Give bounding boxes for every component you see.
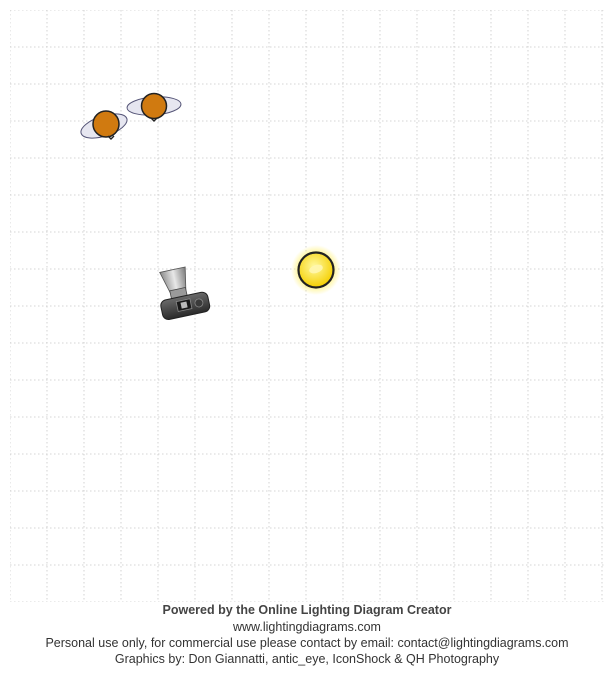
grid-lines (10, 10, 604, 602)
footer-title: Powered by the Online Lighting Diagram Creator (162, 603, 452, 617)
grid-canvas (10, 10, 604, 602)
sun-icon[interactable] (290, 244, 342, 296)
speedlight-right-icon[interactable] (124, 90, 184, 126)
footer-license: Personal use only, for commercial use please contact by email: contact@lightingdiagrams.com (45, 636, 569, 650)
footer-url: www.lightingdiagrams.com (233, 620, 381, 634)
footer-credits: Graphics by: Don Giannatti, antic_eye, IconShock & QH Photography (114, 652, 500, 666)
camera-icon[interactable] (156, 264, 212, 324)
